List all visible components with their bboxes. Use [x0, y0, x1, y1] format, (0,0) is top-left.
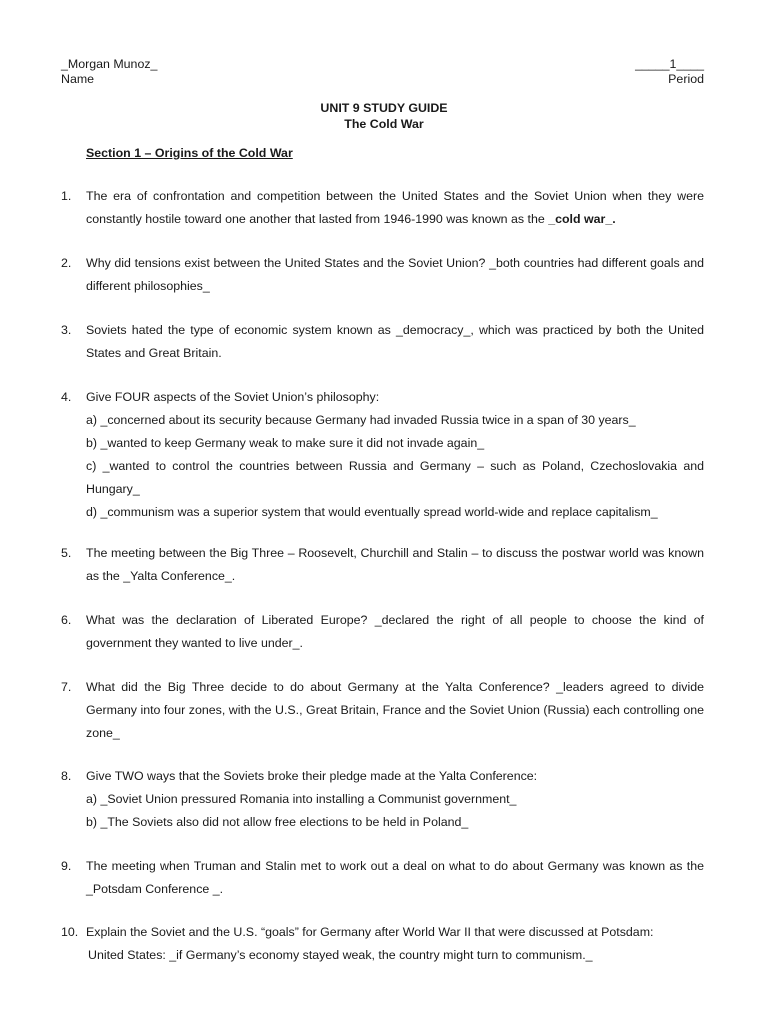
answer-item: United States: _if Germany’s economy stayed weak, the country might turn to communism._ [88, 948, 593, 962]
question-number: 10. [61, 925, 79, 939]
answer-item: d) _communism was a superior system that would eventually spread world-wide and replace capitalism_ [86, 505, 658, 519]
answer-item: b) _wanted to keep Germany weak to make sure it did not invade again_ [86, 436, 485, 450]
question-number: 3. [61, 323, 72, 337]
question-text: Soviets hated the type of economic system known as _democracy_, which was practiced by both the United States and Great Britain. [86, 323, 704, 360]
name-label: Name [61, 72, 95, 86]
question-8 [61, 765, 704, 834]
question-text: Give FOUR aspects of the Soviet Union’s philosophy: [86, 390, 380, 404]
question-text: Give TWO ways that the Soviets broke their pledge made at the Yalta Conference: [86, 769, 538, 783]
question-answer: _cold war_. [548, 212, 616, 226]
document-title [0, 100, 768, 132]
question-3 [61, 319, 704, 365]
title-line-2: The Cold War [344, 117, 424, 131]
question-text: The meeting between the Big Three – Roosevelt, Churchill and Stalin – to discuss the postwar world was known as the _Yalta Conference_. [86, 546, 704, 583]
question-text: The meeting when Truman and Stalin met to work out a deal on what to do about Germany was known as the _Potsdam Conference _. [86, 859, 704, 896]
answer-item: b) _The Soviets also did not allow free elections to be held in Poland_ [86, 815, 469, 829]
period-label: Period [668, 72, 704, 86]
question-text: What did the Big Three decide to do about Germany at the Yalta Conference? _leaders agreed to divide Germany into four zones, with the U.S., Great Britain, France and the Soviet Union (Russia) each controlling one zone_ [86, 680, 704, 740]
question-number: 1. [61, 189, 72, 203]
question-number: 2. [61, 256, 72, 270]
question-text: Why did tensions exist between the United States and the Soviet Union? _both countries had different goals and different philosophies_ [86, 256, 704, 293]
question-5 [61, 542, 704, 588]
question-text: Explain the Soviet and the U.S. “goals” for Germany after World War II that were discussed at Potsdam: [86, 925, 654, 939]
question-number: 6. [61, 613, 72, 627]
question-number: 9. [61, 859, 72, 873]
question-2 [61, 252, 704, 298]
section-1-heading: Section 1 – Origins of the Cold War [86, 146, 293, 160]
period-value: _____1____ [635, 57, 704, 71]
question-text: The era of confrontation and competition between the United States and the Soviet Union when they were constantly hostile toward one another that lasted from 1946-1990 was known as the _cold war_. [86, 189, 704, 226]
question-6 [61, 609, 704, 655]
name-value: _Morgan Munoz_ [61, 57, 158, 71]
name-block [61, 57, 157, 87]
period-block [635, 57, 704, 87]
answer-item: a) _concerned about its security because Germany had invaded Russia twice in a span of 30 years_ [86, 413, 636, 427]
answer-item: c) _wanted to control the countries between Russia and Germany – such as Poland, Czechoslovakia and Hungary_ [86, 459, 704, 496]
question-10 [61, 921, 704, 967]
question-text: What was the declaration of Liberated Europe? _declared the right of all people to choose the kind of government they wanted to live under_. [86, 613, 704, 650]
question-7 [61, 676, 704, 745]
question-9 [61, 855, 704, 901]
question-number: 8. [61, 769, 72, 783]
question-4 [61, 386, 704, 524]
question-number: 4. [61, 390, 72, 404]
question-1 [61, 185, 704, 231]
question-number: 5. [61, 546, 72, 560]
answer-item: a) _Soviet Union pressured Romania into installing a Communist government_ [86, 792, 517, 806]
title-line-1: UNIT 9 STUDY GUIDE [320, 101, 448, 115]
question-number: 7. [61, 680, 72, 694]
